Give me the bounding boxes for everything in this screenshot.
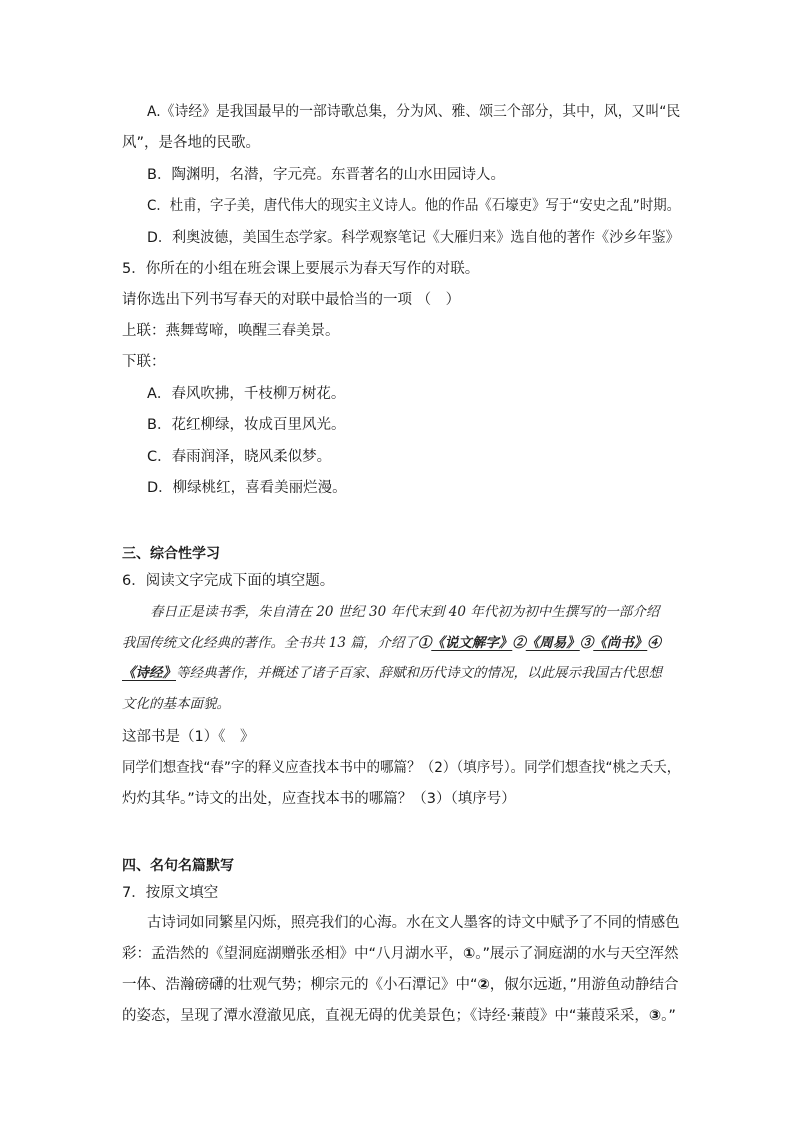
paragraph-text: 。”展示了洞庭湖的水与天空浑然: [475, 946, 679, 962]
blank-marker-1: ①: [463, 946, 476, 962]
q6-passage-line2: [122, 634, 661, 652]
q7-paragraph-line3: [122, 976, 679, 994]
passage-text: 我国传统文化经典的著作。全书共 13 篇，介绍了: [122, 635, 418, 651]
paragraph-text: 一体、浩瀚磅礴的壮观气势；柳宗元的《小石潭记》中“: [122, 977, 478, 993]
q5-option-b: B．花红柳绿，妆成百里风光。: [147, 417, 346, 433]
q5-instruction: 请你选出下列书写春天的对联中最恰当的一项 （ ）: [122, 292, 461, 308]
q4-option-a-line1: A.《诗经》是我国最早的一部诗歌总集，分为风、雅、颂三个部分，其中，风，又叫“民: [147, 104, 681, 120]
q6-blank-1: 这部书是（1）《 》: [122, 729, 255, 745]
blank-marker-3: ③: [648, 1008, 662, 1024]
q5-option-a: A．春风吹拂，千枝柳万树花。: [147, 386, 346, 402]
q5-stem: 5．你所在的小组在班会课上要展示为春天写作的对联。: [122, 261, 480, 277]
q6-blank-2-line2: 灼灼其华。”诗文的出处，应查找本书的哪篇？（3）（填序号）: [122, 791, 516, 807]
section-4-heading: 四、名句名篇默写: [122, 858, 234, 874]
book-title-zhouyi: 《周易》: [525, 635, 580, 651]
paragraph-text: 的姿态，呈现了潭水澄澈见底，直视无碍的优美景色；《诗经·蒹葭》中“蒹葭采采，: [122, 1008, 649, 1024]
q4-option-b: B．陶渊明，名潜，字元亮。东晋著名的山水田园诗人。: [147, 167, 505, 183]
paragraph-text: 彩：孟浩然的《望洞庭湖赠张丞相》中“八月湖水平，: [122, 946, 464, 962]
q6-stem: 6．阅读文字完成下面的填空题。: [122, 573, 335, 589]
passage-text: 等经典著作，并概述了诸子百家、辞赋和历代诗文的情况，以此展示我国古代思想: [176, 665, 662, 681]
q6-passage-line4: 文化的基本面貌。: [122, 696, 230, 712]
book-title-shijing: 《诗经》: [122, 665, 176, 681]
q7-paragraph-line2: [122, 945, 679, 963]
book-title-shuowen: 《说文解字》: [431, 635, 513, 651]
marker-4: ④: [647, 635, 661, 651]
paragraph-text: 。”: [661, 1008, 676, 1024]
q4-option-a-line2: 风”，是各地的民歌。: [122, 135, 261, 151]
section-3-heading: 三、综合性学习: [122, 546, 220, 562]
book-title-shangshu: 《尚书》: [593, 635, 648, 651]
q4-option-d: D．利奥波德，美国生态学家。科学观察笔记《大雁归来》选自他的著作《沙乡年鉴》: [147, 230, 680, 246]
q7-paragraph-line1: 古诗词如同繁星闪烁，照亮我们的心海。水在文人墨客的诗文中赋予了不同的情感色: [147, 915, 680, 931]
blank-marker-2: ②: [477, 977, 490, 993]
q5-upper-couplet: 上联：燕舞莺啼，唤醒三春美景。: [122, 323, 340, 339]
q7-stem: 7．按原文填空: [122, 885, 219, 901]
q5-option-c: C．春雨润泽，晓风柔似梦。: [147, 449, 332, 465]
q5-option-d: D．柳绿桃红，喜看美丽烂漫。: [147, 480, 347, 496]
paragraph-text: ，俶尔远逝，”用游鱼动静结合: [489, 977, 679, 993]
q6-blank-2-line1: 同学们想查找“春”字的释义应查找本书中的哪篇？（2）（填序号）。同学们想查找“桃之夭夭，: [122, 760, 681, 776]
q5-lower-couplet-label: 下联：: [122, 354, 166, 370]
q7-paragraph-line4: [122, 1007, 676, 1025]
marker-2: ②: [512, 635, 526, 651]
q6-passage-line1: 春日正是读书季，朱自清在 20 世纪 30 年代末到 40 年代初为初中生撰写的一部介绍: [150, 604, 660, 620]
marker-1: ①: [417, 635, 432, 651]
marker-3: ③: [579, 635, 594, 651]
q6-passage-line3: [122, 664, 662, 682]
q4-option-c: C．杜甫，字子美，唐代伟大的现实主义诗人。他的作品《石壕吏》写于“安史之乱”时期。: [147, 198, 681, 214]
